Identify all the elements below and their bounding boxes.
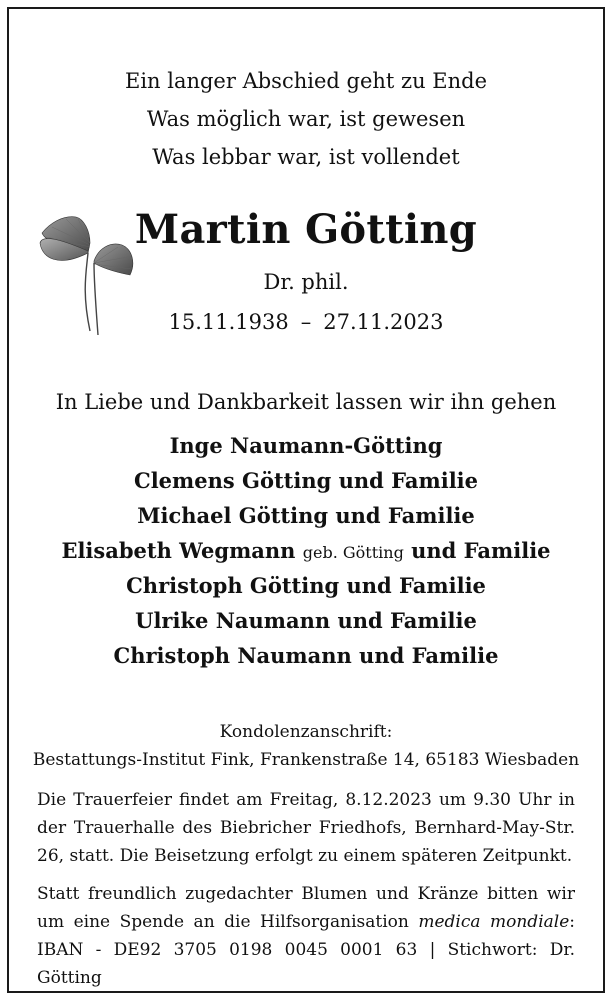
mourner-3: Michael Götting und Familie [137, 503, 475, 528]
poem-line-2: Was möglich war, ist gewesen [146, 107, 466, 131]
mourner-7: Christoph Naumann und Familie [113, 643, 499, 668]
deceased-title: Dr. phil. [263, 270, 349, 294]
donation-line-1: Statt freundlich zugedachter Blumen und Kränze bitten wir [37, 884, 575, 904]
poem [0, 62, 612, 176]
deceased-name: Martin Götting [134, 206, 478, 253]
funeral-line-3: 26, statt. Die Beisetzung erfolgt zu einem späteren Zeitpunkt. [37, 846, 573, 866]
funeral-line-2: der Trauerhalle des Biebricher Friedhofs, Bernhard-May-Str. [37, 818, 575, 838]
donation-org: medica mondiale [418, 912, 570, 932]
mourner-1: Inge Naumann-Götting [169, 433, 443, 458]
mourner-5: Christoph Götting und Familie [126, 573, 486, 598]
life-dates [0, 310, 612, 334]
donation-line-2-suffix: : [569, 912, 575, 932]
death-date: 27.11.2023 [323, 310, 444, 334]
condolence-label: Kondolenzanschrift: [219, 722, 393, 742]
mourner-6: Ulrike Naumann und Familie [135, 608, 477, 633]
poem-line-1: Ein langer Abschied geht zu Ende [124, 69, 488, 93]
poem-line-3: Was lebbar war, ist vollendet [152, 145, 460, 169]
condolence-address: Bestattungs-Institut Fink, Frankenstraße 14, 65183 Wiesbaden [32, 750, 580, 770]
birth-date: 15.11.1938 [168, 310, 289, 334]
funeral-info [37, 786, 575, 870]
date-separator: – [300, 310, 312, 334]
donation-info [37, 880, 575, 992]
funeral-line-1: Die Trauerfeier findet am Freitag, 8.12.2023 um 9.30 Uhr in [37, 790, 575, 810]
donation-line-3: IBAN - DE92 3705 0198 0045 0001 63 | Stichwort: Dr. Götting [37, 940, 575, 988]
donation-line-2 [37, 908, 575, 936]
mourner-4-name: Elisabeth Wegmann [61, 538, 296, 563]
mourner-4-suffix: und Familie [411, 538, 551, 563]
mourner-4-birth-name: geb. Götting [302, 543, 404, 562]
donation-line-2-prefix: um eine Spende an die Hilfsorganisation [37, 912, 409, 932]
farewell-line: In Liebe und Dankbarkeit lassen wir ihn gehen [55, 390, 557, 414]
mourner-2: Clemens Götting und Familie [133, 468, 479, 493]
mourners-list [0, 428, 612, 673]
mourner-4 [0, 533, 612, 568]
